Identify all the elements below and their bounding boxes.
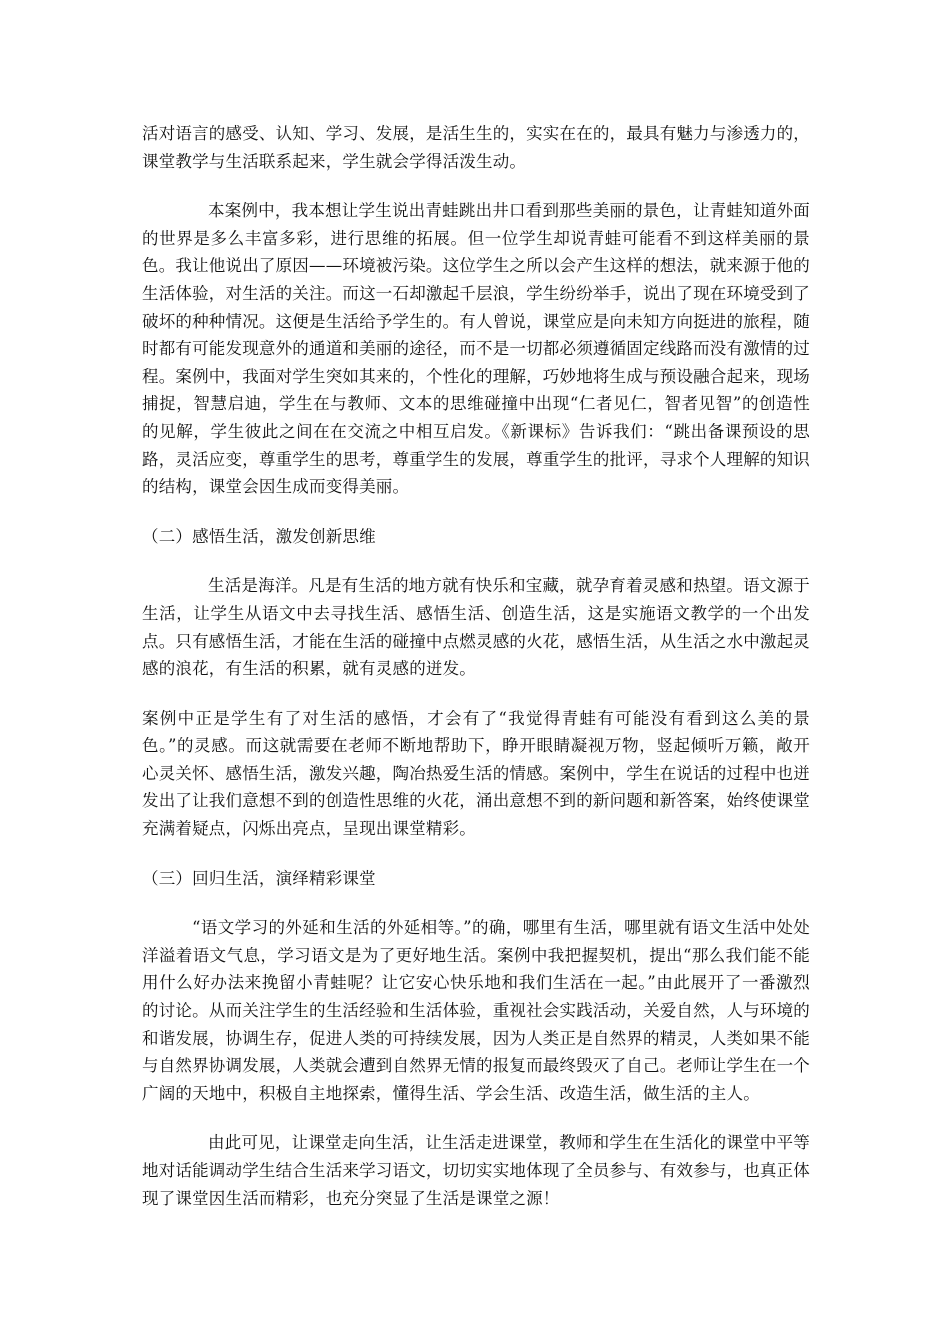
paragraph-return-to-life: “语文学习的外延和生活的外延相等。”的确，哪里有生活，哪里就有语文生活中处处洋溢着语文气息，学习语文是为了更好地生活。案例中我把握契机，提出“那么我们能不能用什么好办法来挽留小青蛙呢？让它安心快乐地和我们生活在一起。”由此展开了一番激烈的讨论。从而关注学生的生活经验和生活体验，重视社会实践活动，关爱自然，人与环境的和谐发展，协调生存，促进人类的可持续发展，因为人类正是自然界的精灵，人类如果不能与自然界协调发展，人类就会遭到自然界无情的报复而最终毁灭了自己。老师让学生在一个广阔的天地中，积极自主地探索，懂得生活、学会生活、改造生活，做生活的主人。	[142, 918, 810, 1103]
paragraph-case-analysis: 本案例中，我本想让学生说出青蛙跳出井口看到那些美丽的景色，让青蛙知道外面的世界是多么丰富多彩，进行思维的拓展。但一位学生却说青蛙可能看不到这样美丽的景色。我让他说出了原因——环境被污染。这位学生之所以会产生这样的想法，就来源于他的生活体验，对生活的关注。而这一石却激起千层浪，学生纷纷举手，说出了现在环境受到了破坏的种种情况。这便是生活给予学生的。有人曾说，课堂应是向未知方向挺进的旅程，随时都有可能发现意外的通道和美丽的途径，而不是一切都必须遵循固定线路而没有激情的过程。案例中，我面对学生突如其来的，个性化的理解，巧妙地将生成与预设融合起来，现场捕捉，智慧启迪，学生在与教师、文本的思维碰撞中出现“仁者见仁，智者见智”的创造性的见解，学生彼此之间在在交流之中相互启发。《新课标》告诉我们：“跳出备课预设的思路，灵活应变，尊重学生的思考，尊重学生的发展，尊重学生的批评，寻求个人理解的知识的结构，课堂会因生成而变得美丽。	[142, 201, 810, 497]
section-heading-3: （三）回归生活，演绎精彩课堂	[142, 868, 376, 888]
paragraph-life-ocean: 生活是海洋。凡是有生活的地方就有快乐和宝藏，就孕育着灵感和热望。语文源于生活，让学生从语文中去寻找生活、感悟生活、创造生活，这是实施语文教学的一个出发点。只有感悟生活，才能在生活的碰撞中点燃灵感的火花，感悟生活，从生活之水中激起灵感的浪花，有生活的积累，就有灵感的迸发。	[142, 576, 810, 679]
paragraph-conclusion: 由此可见，让课堂走向生活，让生活走进课堂，教师和学生在生活化的课堂中平等地对话能调动学生结合生活来学习语文，切切实实地体现了全员参与、有效参与，也真正体现了课堂因生活而精彩，也充分突显了生活是课堂之源！	[142, 1133, 810, 1208]
paragraph-case-inspiration: 案例中正是学生有了对生活的感悟，才会有了“我觉得青蛙有可能没有看到这么美的景色。”的灵感。而这就需要在老师不断地帮助下，睁开眼睛凝视万物，竖起倾听万籁，敞开心灵关怀、感悟生活，激发兴趣，陶冶热爱生活的情感。案例中，学生在说话的过程中也迸发出了让我们意想不到的创造性思维的火花，涌出意想不到的新问题和新答案，始终使课堂充满着疑点，闪烁出亮点，呈现出课堂精彩。	[142, 708, 810, 839]
section-heading-2: （二）感悟生活，激发创新思维	[142, 526, 376, 546]
paragraph-intro: 活对语言的感受、认知、学习、发展，是活生生的，实实在在的，最具有魅力与渗透力的，课堂教学与生活联系起来，学生就会学得活泼生动。	[142, 124, 810, 171]
document-body	[142, 120, 810, 1234]
